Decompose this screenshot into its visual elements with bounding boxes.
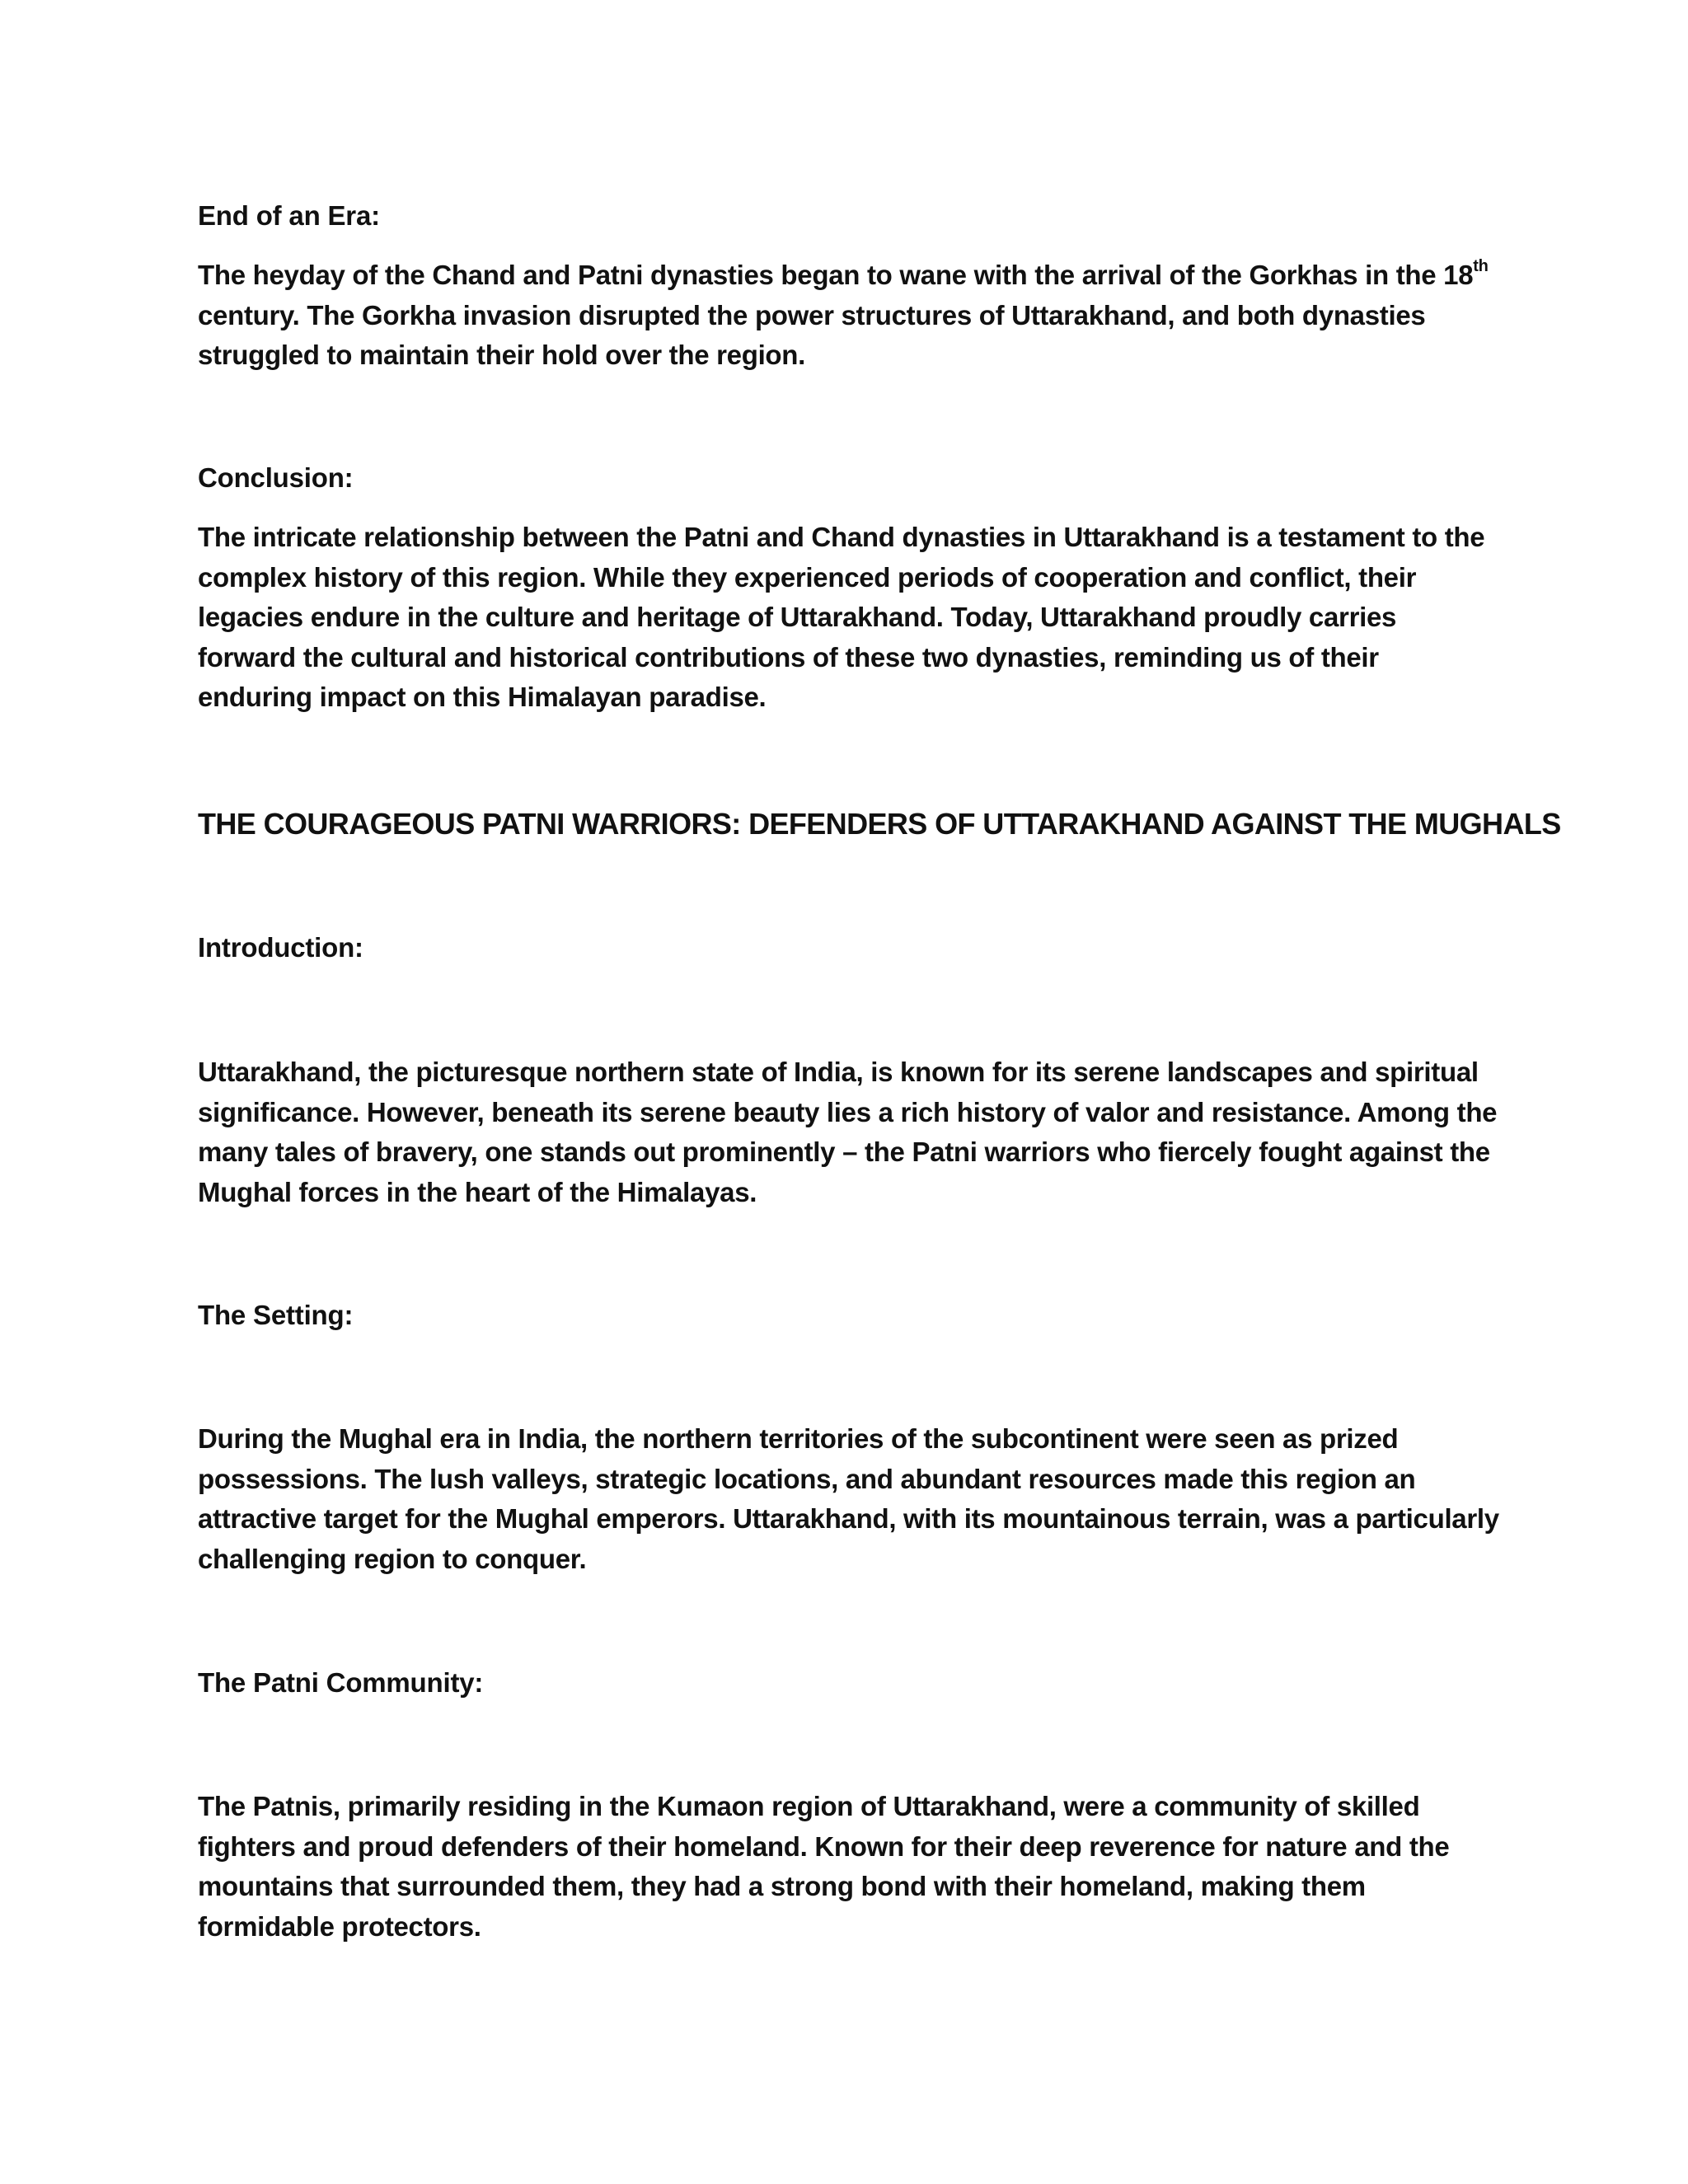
end-of-era-text-start: The heyday of the Chand and Patni dynasties began to wane with the arrival of the Gorkhas in the 18	[198, 260, 1474, 290]
paragraph-conclusion: The intricate relationship between the Patni and Chand dynasties in Uttarakhand is a testament to the complex history of this region. While they experienced periods of cooperation and conflict, their legacies endure in the culture and heritage of Uttarakhand. Today, Uttarakhand proudly carries forward the cultural and historical contributions of these two dynasties, reminding us of their enduring impact on this Himalayan paradise.	[198, 522, 1485, 712]
paragraph-community-container	[198, 1787, 1500, 1947]
paragraph-setting: During the Mughal era in India, the northern territories of the subcontinent were seen as prized possessions. The lush valleys, strategic locations, and abundant resources made this region an attractive target for the Mughal emperors. Uttarakhand, with its mountainous terrain, was a particularly challenging region to conquer.	[198, 1423, 1499, 1574]
section-community	[198, 1663, 1500, 1703]
end-of-era-text-end: century. The Gorkha invasion disrupted the power structures of Uttarakhand, and both dynasties struggled to maintain their hold over the region.	[198, 299, 1426, 370]
paragraph-setting-container	[198, 1419, 1500, 1579]
heading-community: The Patni Community:	[198, 1667, 484, 1698]
section-conclusion	[198, 458, 1500, 498]
paragraph-introduction: Uttarakhand, the picturesque northern state of India, is known for its serene landscapes and spiritual significance. However, beneath its serene beauty lies a rich history of valor and resistance. Among the many tales of bravery, one stands out prominently – the Patni warriors who fiercely fought against the Mughal forces in the heart of the Himalayas.	[198, 1057, 1498, 1207]
heading-introduction: Introduction:	[198, 932, 363, 963]
paragraph-conclusion-container	[198, 518, 1500, 718]
paragraph-end-of-era	[198, 255, 1500, 376]
section-setting	[198, 1296, 1500, 1335]
heading-end-of-era: End of an Era:	[198, 200, 380, 231]
paragraph-community: The Patnis, primarily residing in the Kumaon region of Uttarakhand, were a community of skilled fighters and proud defenders of their homeland. Known for their deep reverence for nature and the mountains that surrounded them, they had a strong bond with their homeland, making them formidable protectors.	[198, 1791, 1450, 1942]
paragraph-end-of-era-container	[198, 255, 1500, 376]
paragraph-introduction-container	[198, 1052, 1500, 1212]
section-title	[198, 804, 1561, 845]
superscript-th: th	[1473, 257, 1489, 275]
page-title: THE COURAGEOUS PATNI WARRIORS: DEFENDERS OF UTTARAKHAND AGAINST THE MUGHALS	[198, 807, 1561, 841]
section-end-of-era	[198, 196, 1500, 236]
heading-setting: The Setting:	[198, 1300, 354, 1330]
heading-conclusion: Conclusion:	[198, 462, 354, 493]
section-introduction	[198, 928, 1500, 968]
